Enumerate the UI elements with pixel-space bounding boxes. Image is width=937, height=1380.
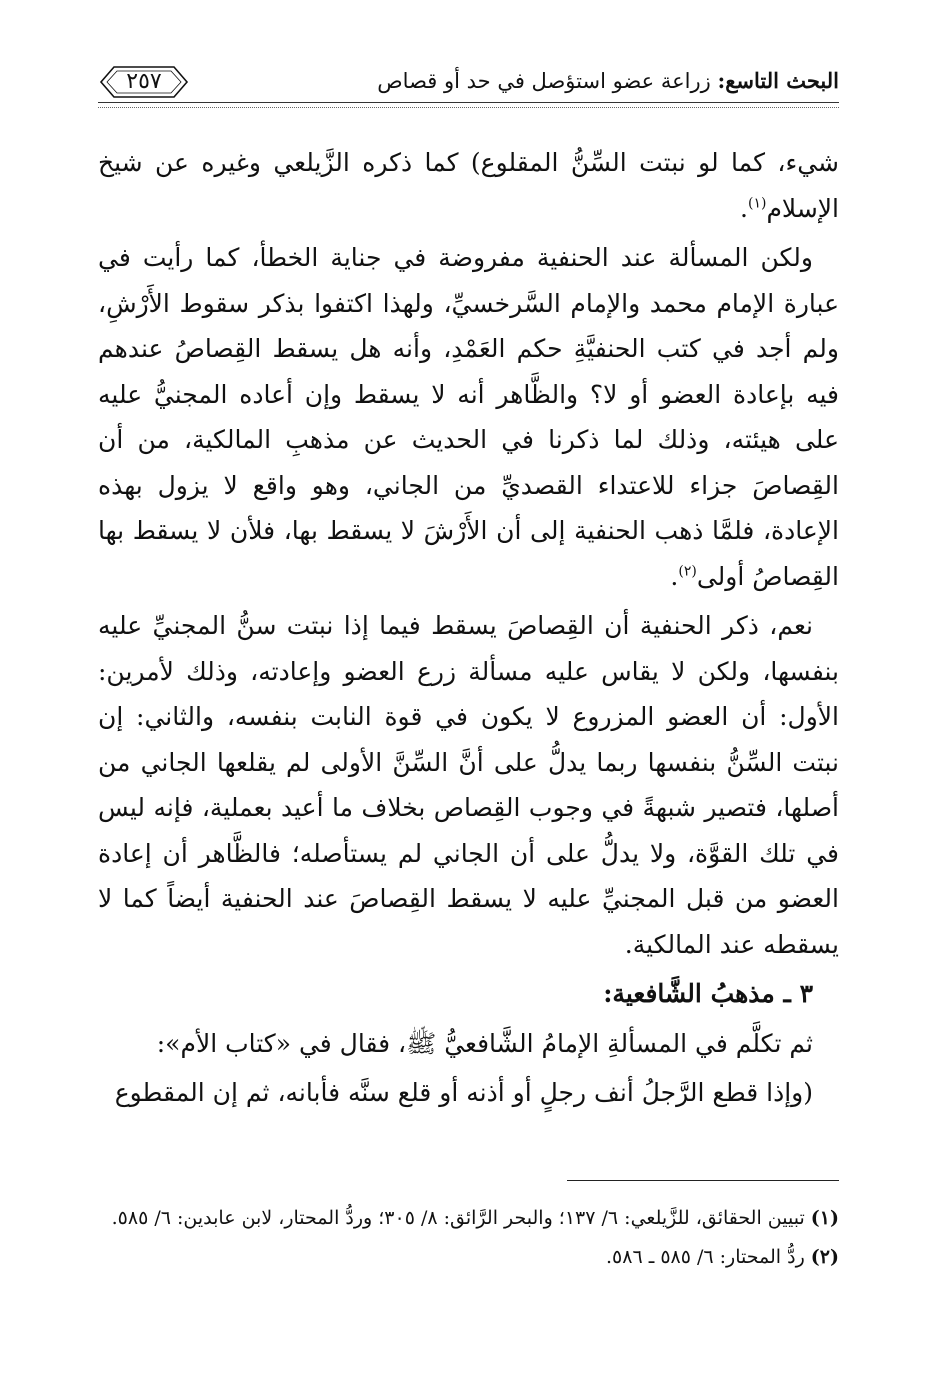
paragraph-2-end: . <box>670 561 679 591</box>
section-heading: ٣ ـ مذهبُ الشَّافعية: <box>603 979 813 1008</box>
chapter-label: البحث التاسع: <box>717 68 839 93</box>
footnote-ref-2: (٢) <box>678 563 697 580</box>
paragraph-1-text: شيء، كما لو نبتت السِّنُّ المقلوع) كما ذكره الزَّيلعي وغيره عن شيخ الإسلام <box>98 148 839 223</box>
page-number: ٢٥٧ <box>126 69 162 94</box>
paragraph-1 <box>98 140 839 231</box>
footnote-1 <box>98 1202 839 1235</box>
footnote-2 <box>98 1241 839 1274</box>
paragraph-2-text: ولكن المسألة عند الحنفية مفروضة في جناية الخطأ، كما رأيت في عبارة الإمام محمد والإمام السَّرخسيِّ، ولهذا اكتفوا بذكر سقوط الأَرْشِ، ولم أجد في كتب الحنفيَّةِ حكم العَمْدِ، وأنه هل يسقط القِصاصُ عندهم فيه بإعادة العضو أو لا؟ والظَّاهر أنه لا يسقط وإن أعاده المجنيُّ عليه على هيئته، وذلك لما ذكرنا في الحديث عن مذهبِ المالكية، من أن القِصاصَ جزاء للاعتداء القصديِّ من الجاني، وهو واقع لا يزول بهذه الإعادة، فلمَّا ذهب الحنفية إلى أن الأَرْشَ لا يسقط بها، فلأن لا يسقط بها القِصاصُ أولى <box>98 243 839 591</box>
paragraph-3: نعم، ذكر الحنفية أن القِصاصَ يسقط فيما إذا نبتت سنُّ المجنيِّ عليه بنفسها، ولكن لا يقاس عليه مسألة زرع العضو وإعادته، وذلك لأمرين: الأول: أن العضو المزروع لا يكون في قوة النابت بنفسه، والثاني: إن نبتت السِّنُّ بنفسها ربما يدلُّ على أنَّ السِّنَّ الأولى لم يقلعها الجاني من أصلها، فتصير شبهةً في وجوب القِصاص بخلاف ما أعيد بعملية، فإنه ليس في تلك القوَّة، ولا يدلُّ على أن الجاني لم يستأصله؛ فالظَّاهر أن إعادة العضو من قبل المجنيِّ عليه لا يسقط القِصاصَ عند الحنفية أيضاً كما لا يسقطه عند المالكية. <box>98 611 839 959</box>
footnote-2-number: (٢) <box>810 1246 839 1268</box>
footnote-ref-1: (١) <box>747 195 767 212</box>
page-number-frame <box>98 64 190 100</box>
footnote-2-text: ردُّ المحتار: ٦/ ٥٨٥ ـ ٥٨٦. <box>605 1246 811 1268</box>
paragraph-2 <box>98 235 839 599</box>
header-rule <box>98 102 839 108</box>
page-header <box>98 60 839 104</box>
footnote-1-number: (١) <box>810 1207 839 1229</box>
paragraph-1-end: . <box>740 193 748 223</box>
footnotes <box>98 1202 839 1274</box>
footnote-rule <box>567 1180 839 1181</box>
paragraph-5: (وإذا قطع الرَّجلُ أنف رجلٍ أو أذنه أو قلع سنَّه فأبانه، ثم إن المقطوع <box>114 1078 813 1107</box>
footnote-1-text: تبيين الحقائق، للزَّيلعي: ٦/ ١٣٧؛ والبحر الرَّائق: ٨/ ٣٠٥؛ وردُّ المحتار، لابن عابدين: ٦/ ٥٨٥. <box>111 1207 811 1229</box>
body-text <box>98 140 839 1116</box>
running-title <box>377 66 839 96</box>
chapter-title: زراعة عضو استؤصل في حد أو قصاص <box>377 69 718 93</box>
paragraph-4: ثم تكلَّم في المسألةِ الإمامُ الشَّافعيُّ ﷺ، فقال في «كتاب الأم»: <box>156 1028 813 1058</box>
